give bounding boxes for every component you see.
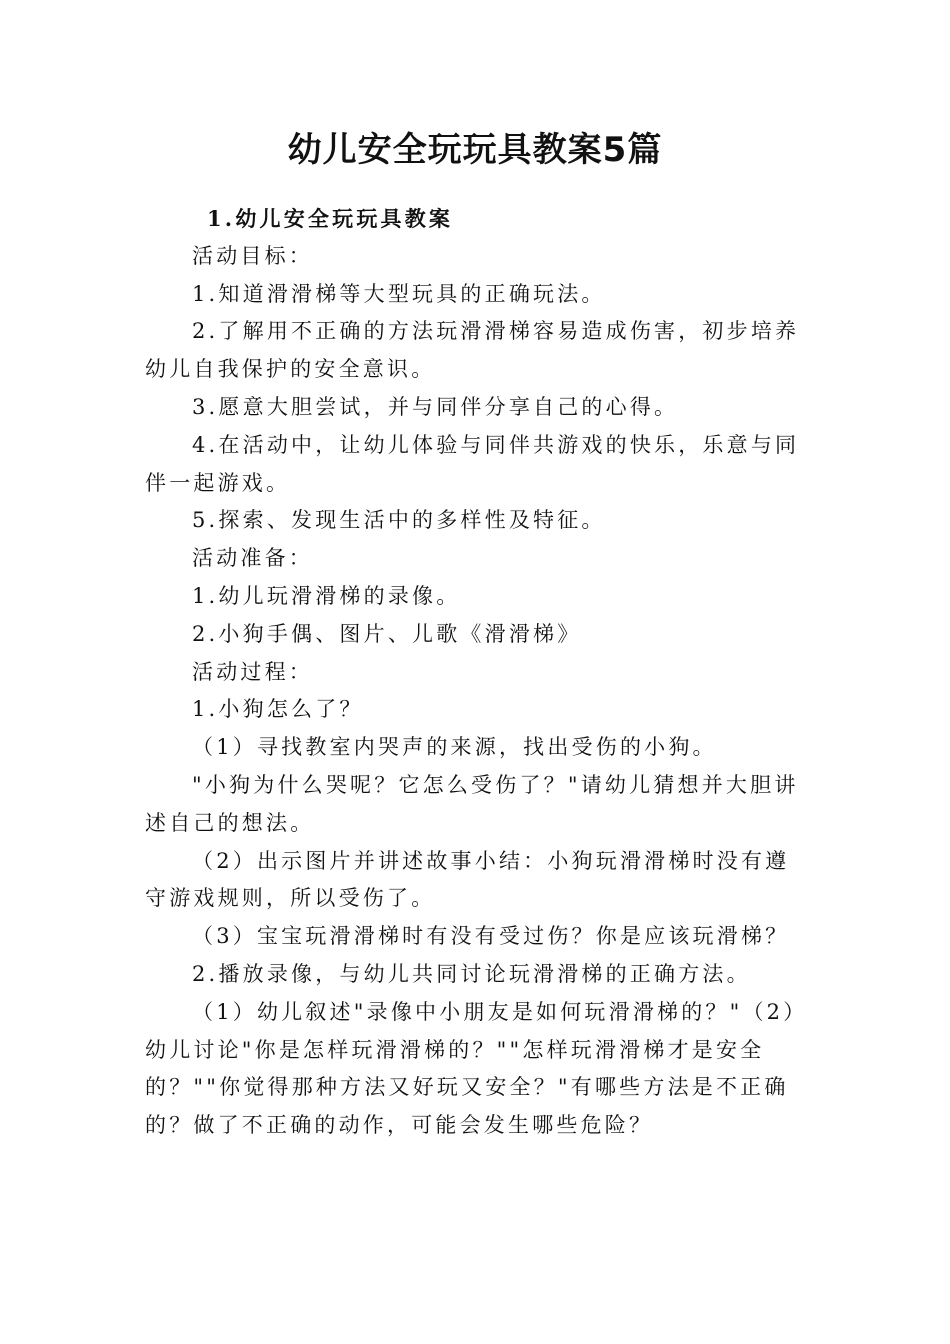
paragraph-process-heading: 活动过程： [192,659,313,684]
paragraph-process-1-3: （3）宝宝玩滑滑梯时有没有受过伤？你是应该玩滑梯？ [192,924,790,949]
paragraph-goal-3: 3.愿意大胆尝试，并与同伴分享自己的心得。 [192,394,679,419]
paragraph-prep-heading: 活动准备： [192,546,313,571]
document-body [145,200,810,1145]
paragraph-goal-2: 2.了解用不正确的方法玩滑滑梯容易造成伤害，初步培养幼儿自我保护的安全意识。 [145,319,800,382]
paragraph-prep-2: 2.小狗手偶、图片、儿歌《滑滑梯》 [192,621,582,646]
paragraph-process-1-quote: "小狗为什么哭呢？它怎么受伤了？"请幼儿猜想并大胆讲述自己的想法。 [145,772,799,835]
section-heading: 1.幼儿安全玩玩具教案 [207,206,454,231]
paragraph-process-1: 1.小狗怎么了？ [192,697,364,722]
paragraph-goal-5: 5.探索、发现生活中的多样性及特征。 [192,508,606,533]
paragraph-process-1-1: （1）寻找教室内哭声的来源，找出受伤的小狗。 [192,735,717,760]
paragraph-prep-1: 1.幼儿玩滑滑梯的录像。 [192,583,461,608]
paragraph-goals-heading: 活动目标： [192,243,313,268]
paragraph-process-1-2: （2）出示图片并讲述故事小结：小狗玩滑滑梯时没有遵守游戏规则，所以受伤了。 [145,848,790,911]
document-title: 幼儿安全玩玩具教案5篇 [287,130,663,170]
paragraph-goal-4: 4.在活动中，让幼儿体验与同伴共游戏的快乐，乐意与同伴一起游戏。 [145,432,800,495]
paragraph-process-2-1: （1）幼儿叙述"录像中小朋友是如何玩滑滑梯的？"（2）幼儿讨论"你是怎样玩滑滑梯的？""怎样玩滑滑梯才是安全的？""你觉得那种方法又好玩又安全？"有哪些方法是不正确的？做了不正确的动作，可能会发生哪些危险？ [145,999,808,1138]
paragraph-process-2: 2.播放录像，与幼儿共同讨论玩滑滑梯的正确方法。 [192,961,751,986]
paragraph-goal-1: 1.知道滑滑梯等大型玩具的正确玩法。 [192,281,606,306]
